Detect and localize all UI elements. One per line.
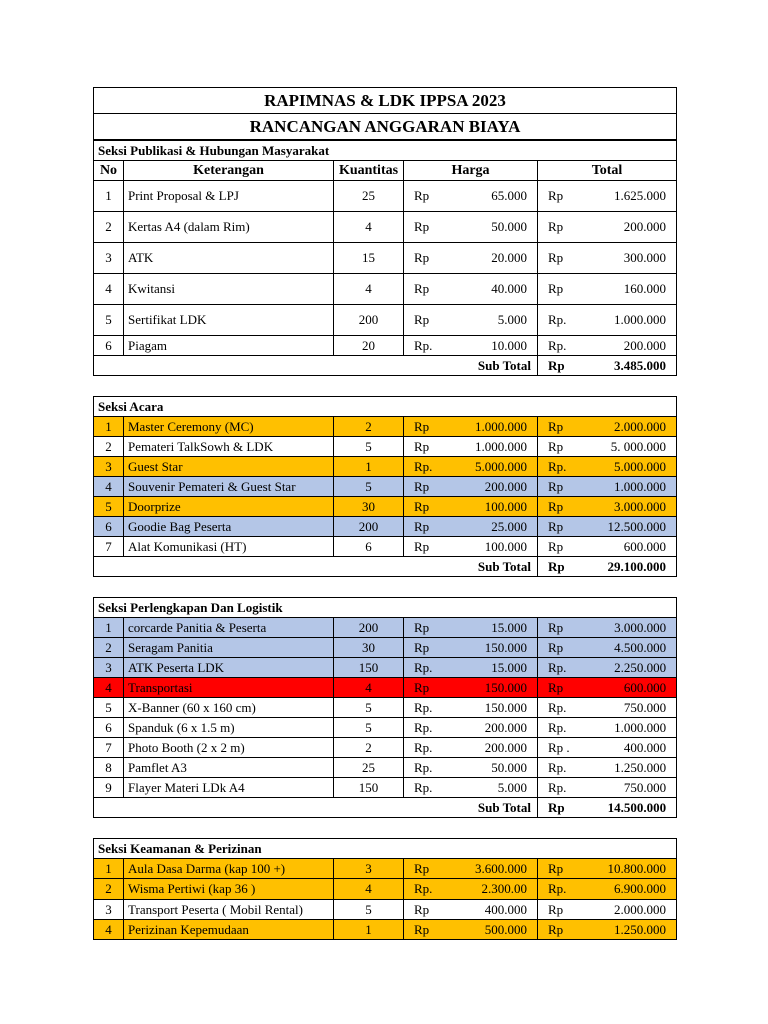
row-total-currency: Rp xyxy=(538,477,583,497)
row-total-currency: Rp. xyxy=(538,758,583,778)
row-total: 6.900.000 xyxy=(583,879,677,900)
row-price-currency: Rp. xyxy=(404,879,454,900)
row-price-currency: Rp xyxy=(404,678,454,698)
row-total-currency: Rp. xyxy=(538,718,583,738)
row-description: Pamflet A3 xyxy=(124,758,334,778)
row-description: Seragam Panitia xyxy=(124,638,334,658)
budget-header-table xyxy=(93,87,677,140)
row-description: Alat Komunikasi (HT) xyxy=(124,537,334,557)
row-price: 5.000 xyxy=(454,305,538,336)
table-row xyxy=(94,212,677,243)
row-price: 200.000 xyxy=(454,477,538,497)
row-description: Print Proposal & LPJ xyxy=(124,181,334,212)
col-header-total: Total xyxy=(538,161,677,181)
row-price: 400.000 xyxy=(454,900,538,920)
table-row xyxy=(94,778,677,798)
row-quantity: 200 xyxy=(334,618,404,638)
table-row xyxy=(94,437,677,457)
row-total-currency: Rp. xyxy=(538,879,583,900)
row-price: 150.000 xyxy=(454,678,538,698)
row-price-currency: Rp xyxy=(404,243,454,274)
row-price: 10.000 xyxy=(454,336,538,356)
row-quantity: 25 xyxy=(334,181,404,212)
row-number: 4 xyxy=(94,920,124,940)
row-price: 25.000 xyxy=(454,517,538,537)
row-total: 5. 000.000 xyxy=(583,437,677,457)
row-total: 5.000.000 xyxy=(583,457,677,477)
row-quantity: 4 xyxy=(334,274,404,305)
row-total-currency: Rp xyxy=(538,417,583,437)
row-number: 5 xyxy=(94,698,124,718)
row-number: 4 xyxy=(94,477,124,497)
section-title: Seksi Acara xyxy=(94,397,677,417)
row-number: 2 xyxy=(94,437,124,457)
subtotal-currency: Rp xyxy=(538,798,583,818)
table-row xyxy=(94,477,677,497)
row-number: 2 xyxy=(94,638,124,658)
row-total-currency: Rp xyxy=(538,537,583,557)
row-price-currency: Rp xyxy=(404,274,454,305)
row-total: 1.250.000 xyxy=(583,758,677,778)
subtotal-row xyxy=(94,798,677,818)
row-quantity: 4 xyxy=(334,212,404,243)
row-price: 200.000 xyxy=(454,738,538,758)
row-number: 2 xyxy=(94,879,124,900)
row-price: 100.000 xyxy=(454,537,538,557)
row-description: Sertifikat LDK xyxy=(124,305,334,336)
row-total-currency: Rp. xyxy=(538,305,583,336)
row-price-currency: Rp xyxy=(404,537,454,557)
row-description: Master Ceremony (MC) xyxy=(124,417,334,437)
table-row xyxy=(94,537,677,557)
row-total: 200.000 xyxy=(583,212,677,243)
row-description: Spanduk (6 x 1.5 m) xyxy=(124,718,334,738)
row-price-currency: Rp xyxy=(404,477,454,497)
row-price-currency: Rp xyxy=(404,517,454,537)
row-total: 2.250.000 xyxy=(583,658,677,678)
row-total: 4.500.000 xyxy=(583,638,677,658)
row-description: Kwitansi xyxy=(124,274,334,305)
row-description: Souvenir Pemateri & Guest Star xyxy=(124,477,334,497)
row-number: 1 xyxy=(94,859,124,879)
row-price: 5.000 xyxy=(454,778,538,798)
row-description: Guest Star xyxy=(124,457,334,477)
row-price-currency: Rp xyxy=(404,305,454,336)
row-number: 9 xyxy=(94,778,124,798)
document-title: RAPIMNAS & LDK IPPSA 2023 xyxy=(94,88,677,114)
section-title: Seksi Publikasi & Hubungan Masyarakat xyxy=(94,141,677,161)
row-price: 3.600.000 xyxy=(454,859,538,879)
row-number: 3 xyxy=(94,658,124,678)
row-total-currency: Rp xyxy=(538,618,583,638)
row-price-currency: Rp. xyxy=(404,457,454,477)
row-price-currency: Rp xyxy=(404,181,454,212)
row-total-currency: Rp. xyxy=(538,336,583,356)
row-quantity: 150 xyxy=(334,778,404,798)
row-description: Pemateri TalkSowh & LDK xyxy=(124,437,334,457)
budget-section-table xyxy=(93,597,677,818)
row-total: 160.000 xyxy=(583,274,677,305)
budget-sections xyxy=(93,140,676,940)
row-total: 750.000 xyxy=(583,778,677,798)
row-quantity: 25 xyxy=(334,758,404,778)
row-quantity: 30 xyxy=(334,638,404,658)
row-total-currency: Rp. xyxy=(538,778,583,798)
row-description: Aula Dasa Darma (kap 100 +) xyxy=(124,859,334,879)
row-number: 8 xyxy=(94,758,124,778)
row-number: 1 xyxy=(94,618,124,638)
row-price-currency: Rp xyxy=(404,212,454,243)
row-price-currency: Rp xyxy=(404,437,454,457)
row-price: 65.000 xyxy=(454,181,538,212)
table-row xyxy=(94,738,677,758)
row-quantity: 150 xyxy=(334,658,404,678)
row-quantity: 15 xyxy=(334,243,404,274)
section-title: Seksi Keamanan & Perizinan xyxy=(94,839,677,859)
row-number: 3 xyxy=(94,900,124,920)
row-price-currency: Rp xyxy=(404,900,454,920)
subtotal-value: 3.485.000 xyxy=(583,356,677,376)
row-price-currency: Rp xyxy=(404,920,454,940)
row-quantity: 200 xyxy=(334,305,404,336)
row-number: 5 xyxy=(94,497,124,517)
row-quantity: 5 xyxy=(334,698,404,718)
table-row xyxy=(94,698,677,718)
row-price-currency: Rp. xyxy=(404,758,454,778)
row-price-currency: Rp. xyxy=(404,778,454,798)
row-price-currency: Rp xyxy=(404,417,454,437)
row-total-currency: Rp xyxy=(538,212,583,243)
row-number: 2 xyxy=(94,212,124,243)
row-number: 7 xyxy=(94,537,124,557)
row-description: Photo Booth (2 x 2 m) xyxy=(124,738,334,758)
row-number: 6 xyxy=(94,718,124,738)
row-total: 200.000 xyxy=(583,336,677,356)
row-number: 6 xyxy=(94,336,124,356)
subtotal-row xyxy=(94,356,677,376)
row-price: 150.000 xyxy=(454,698,538,718)
row-quantity: 6 xyxy=(334,537,404,557)
row-total-currency: Rp xyxy=(538,920,583,940)
budget-section-table xyxy=(93,140,677,376)
row-quantity: 5 xyxy=(334,477,404,497)
subtotal-currency: Rp xyxy=(538,557,583,577)
row-description: Goodie Bag Peserta xyxy=(124,517,334,537)
row-price: 50.000 xyxy=(454,758,538,778)
row-number: 4 xyxy=(94,274,124,305)
row-total-currency: Rp xyxy=(538,638,583,658)
section-title: Seksi Perlengkapan Dan Logistik xyxy=(94,598,677,618)
row-price-currency: Rp. xyxy=(404,718,454,738)
row-total: 1.000.000 xyxy=(583,477,677,497)
row-description: Perizinan Kepemudaan xyxy=(124,920,334,940)
row-total-currency: Rp xyxy=(538,243,583,274)
row-number: 5 xyxy=(94,305,124,336)
row-quantity: 4 xyxy=(334,678,404,698)
table-row xyxy=(94,900,677,920)
row-price: 500.000 xyxy=(454,920,538,940)
table-row xyxy=(94,678,677,698)
row-total: 400.000 xyxy=(583,738,677,758)
row-price-currency: Rp. xyxy=(404,738,454,758)
row-total: 3.000.000 xyxy=(583,618,677,638)
col-header-harga: Harga xyxy=(404,161,538,181)
row-number: 1 xyxy=(94,181,124,212)
col-header-keterangan: Keterangan xyxy=(124,161,334,181)
row-total-currency: Rp xyxy=(538,517,583,537)
row-total-currency: Rp . xyxy=(538,738,583,758)
row-price: 15.000 xyxy=(454,658,538,678)
row-quantity: 30 xyxy=(334,497,404,517)
table-row xyxy=(94,181,677,212)
row-description: Wisma Pertiwi (kap 36 ) xyxy=(124,879,334,900)
row-total-currency: Rp xyxy=(538,678,583,698)
table-row xyxy=(94,497,677,517)
subtotal-value: 29.100.000 xyxy=(583,557,677,577)
table-row xyxy=(94,638,677,658)
row-quantity: 2 xyxy=(334,417,404,437)
row-price: 1.000.000 xyxy=(454,437,538,457)
row-total: 1.000.000 xyxy=(583,718,677,738)
row-number: 7 xyxy=(94,738,124,758)
row-total-currency: Rp xyxy=(538,274,583,305)
row-quantity: 200 xyxy=(334,517,404,537)
row-quantity: 2 xyxy=(334,738,404,758)
section-gap xyxy=(93,577,676,597)
row-quantity: 5 xyxy=(334,900,404,920)
row-quantity: 5 xyxy=(334,437,404,457)
row-price: 5.000.000 xyxy=(454,457,538,477)
subtotal-label: Sub Total xyxy=(94,798,538,818)
row-quantity: 5 xyxy=(334,718,404,738)
row-total: 2.000.000 xyxy=(583,417,677,437)
row-total: 1.625.000 xyxy=(583,181,677,212)
table-row xyxy=(94,417,677,437)
row-price-currency: Rp xyxy=(404,859,454,879)
row-price: 1.000.000 xyxy=(454,417,538,437)
table-row xyxy=(94,457,677,477)
table-row xyxy=(94,618,677,638)
row-quantity: 4 xyxy=(334,879,404,900)
subtotal-currency: Rp xyxy=(538,356,583,376)
row-total: 3.000.000 xyxy=(583,497,677,517)
row-total: 12.500.000 xyxy=(583,517,677,537)
row-number: 3 xyxy=(94,457,124,477)
table-row xyxy=(94,243,677,274)
table-row xyxy=(94,859,677,879)
subtotal-label: Sub Total xyxy=(94,557,538,577)
row-price-currency: Rp. xyxy=(404,658,454,678)
budget-document xyxy=(93,87,676,940)
row-description: Piagam xyxy=(124,336,334,356)
section-gap xyxy=(93,818,676,838)
row-total: 1.000.000 xyxy=(583,305,677,336)
row-description: ATK xyxy=(124,243,334,274)
section-gap xyxy=(93,376,676,396)
row-number: 1 xyxy=(94,417,124,437)
subtotal-value: 14.500.000 xyxy=(583,798,677,818)
budget-section-table xyxy=(93,396,677,577)
row-total: 600.000 xyxy=(583,537,677,557)
row-quantity: 1 xyxy=(334,457,404,477)
row-total-currency: Rp xyxy=(538,900,583,920)
row-total-currency: Rp. xyxy=(538,457,583,477)
row-price: 15.000 xyxy=(454,618,538,638)
row-price: 100.000 xyxy=(454,497,538,517)
row-price-currency: Rp. xyxy=(404,336,454,356)
budget-section-table xyxy=(93,838,677,940)
table-row xyxy=(94,920,677,940)
table-row xyxy=(94,658,677,678)
row-description: Kertas A4 (dalam Rim) xyxy=(124,212,334,243)
row-price-currency: Rp xyxy=(404,497,454,517)
col-header-no: No xyxy=(94,161,124,181)
row-price: 40.000 xyxy=(454,274,538,305)
row-price: 50.000 xyxy=(454,212,538,243)
row-price: 200.000 xyxy=(454,718,538,738)
row-price-currency: Rp xyxy=(404,618,454,638)
row-total-currency: Rp xyxy=(538,181,583,212)
table-row xyxy=(94,758,677,778)
row-price-currency: Rp. xyxy=(404,698,454,718)
subtotal-row xyxy=(94,557,677,577)
row-description: Transportasi xyxy=(124,678,334,698)
row-total-currency: Rp xyxy=(538,437,583,457)
subtotal-label: Sub Total xyxy=(94,356,538,376)
row-quantity: 3 xyxy=(334,859,404,879)
row-price: 20.000 xyxy=(454,243,538,274)
row-quantity: 1 xyxy=(334,920,404,940)
row-price: 150.000 xyxy=(454,638,538,658)
table-row xyxy=(94,336,677,356)
row-price: 2.300.00 xyxy=(454,879,538,900)
row-number: 6 xyxy=(94,517,124,537)
row-total-currency: Rp xyxy=(538,497,583,517)
row-description: Doorprize xyxy=(124,497,334,517)
row-total-currency: Rp. xyxy=(538,658,583,678)
table-row xyxy=(94,517,677,537)
table-row xyxy=(94,718,677,738)
col-header-kuantitas: Kuantitas xyxy=(334,161,404,181)
row-total-currency: Rp. xyxy=(538,698,583,718)
row-description: X-Banner (60 x 160 cm) xyxy=(124,698,334,718)
row-total: 10.800.000 xyxy=(583,859,677,879)
row-total: 600.000 xyxy=(583,678,677,698)
row-total-currency: Rp xyxy=(538,859,583,879)
row-quantity: 20 xyxy=(334,336,404,356)
row-price-currency: Rp xyxy=(404,638,454,658)
row-description: ATK Peserta LDK xyxy=(124,658,334,678)
row-description: Transport Peserta ( Mobil Rental) xyxy=(124,900,334,920)
row-total: 300.000 xyxy=(583,243,677,274)
table-row xyxy=(94,305,677,336)
row-number: 4 xyxy=(94,678,124,698)
row-number: 3 xyxy=(94,243,124,274)
row-total: 1.250.000 xyxy=(583,920,677,940)
row-description: Flayer Materi LDk A4 xyxy=(124,778,334,798)
document-subtitle: RANCANGAN ANGGARAN BIAYA xyxy=(94,114,677,140)
table-row xyxy=(94,274,677,305)
table-row xyxy=(94,879,677,900)
row-total: 2.000.000 xyxy=(583,900,677,920)
row-description: corcarde Panitia & Peserta xyxy=(124,618,334,638)
row-total: 750.000 xyxy=(583,698,677,718)
